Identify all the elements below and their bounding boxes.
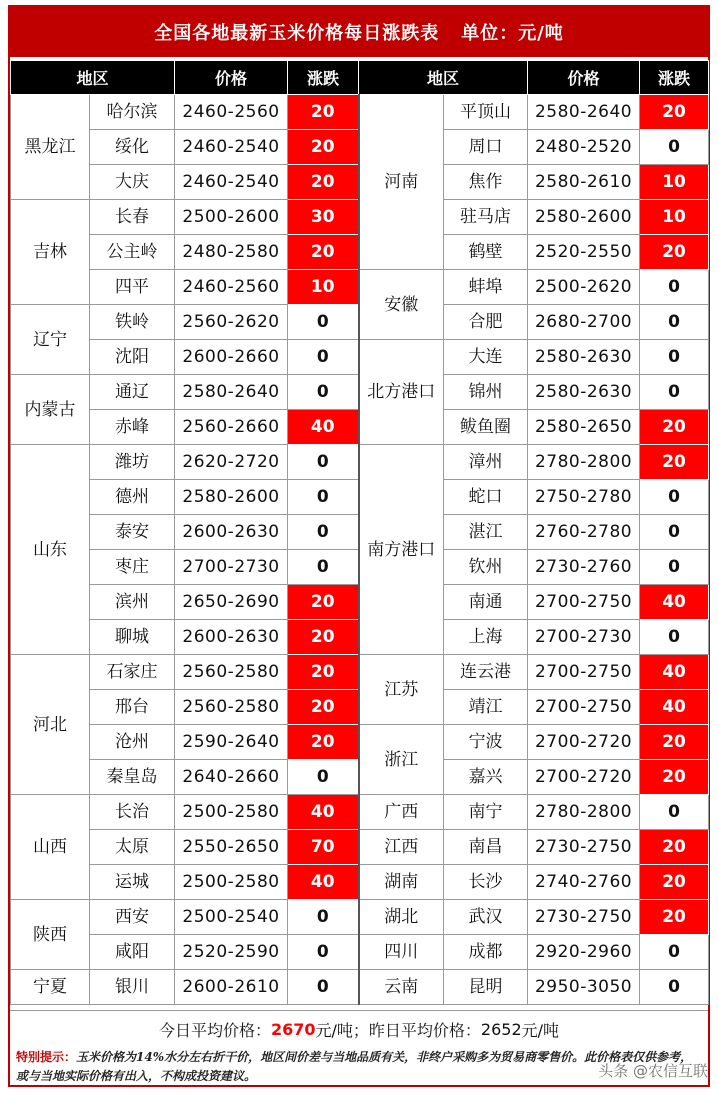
right-region-cell: 云南 [359, 970, 444, 1005]
change-cell: 0 [640, 620, 709, 655]
change-cell: 20 [640, 760, 709, 795]
price-cell: 2480-2520 [528, 130, 640, 165]
note-label: 特别提示： [16, 1050, 77, 1064]
price-cell: 2580-2650 [528, 410, 640, 445]
city-cell: 南宁 [444, 795, 528, 830]
city-cell: 鹤壁 [444, 235, 528, 270]
price-cell: 2460-2540 [175, 130, 288, 165]
city-cell: 蛇口 [444, 480, 528, 515]
price-cell: 2600-2630 [175, 515, 288, 550]
average-price-line [10, 1010, 708, 1047]
header-region-right: 地区 [359, 61, 528, 95]
price-cell: 2700-2750 [528, 585, 640, 620]
unit-label: 单位：元/吨 [461, 23, 564, 44]
right-region-cell: 湖南 [359, 865, 444, 900]
change-cell: 10 [288, 270, 359, 305]
price-cell: 2500-2580 [175, 865, 288, 900]
price-cell: 2560-2580 [175, 690, 288, 725]
header-price-left: 价格 [175, 61, 288, 95]
table-title-bar [10, 7, 708, 57]
change-cell: 20 [288, 165, 359, 200]
price-cell: 2580-2610 [528, 165, 640, 200]
change-cell: 20 [640, 725, 709, 760]
table-row [11, 270, 709, 305]
change-cell: 20 [288, 235, 359, 270]
city-cell: 蚌埠 [444, 270, 528, 305]
city-cell: 西安 [90, 900, 175, 935]
price-cell: 2700-2720 [528, 725, 640, 760]
header-region-left: 地区 [11, 61, 175, 95]
city-cell: 南昌 [444, 830, 528, 865]
price-cell: 2580-2600 [528, 200, 640, 235]
header-price-right: 价格 [528, 61, 640, 95]
change-cell: 10 [640, 165, 709, 200]
table-row [11, 935, 709, 970]
right-region-cell: 江西 [359, 830, 444, 865]
left-region-cell: 辽宁 [11, 305, 90, 375]
table-header-row [11, 61, 709, 95]
city-cell: 枣庄 [90, 550, 175, 585]
today-avg-value: 2670 [270, 1019, 316, 1039]
right-region-cell: 河南 [359, 95, 444, 270]
change-cell: 20 [640, 235, 709, 270]
price-cell: 2460-2560 [175, 270, 288, 305]
city-cell: 公主岭 [90, 235, 175, 270]
change-cell: 0 [288, 445, 359, 480]
price-cell: 2580-2630 [528, 375, 640, 410]
table-row [11, 970, 709, 1005]
table-row [11, 795, 709, 830]
price-cell: 2500-2620 [528, 270, 640, 305]
table-row [11, 725, 709, 760]
table-row [11, 340, 709, 375]
watermark: 头条 @农信互联 [598, 1062, 708, 1080]
city-cell: 锦州 [444, 375, 528, 410]
right-region-cell: 江苏 [359, 655, 444, 725]
table-row [11, 830, 709, 865]
city-cell: 连云港 [444, 655, 528, 690]
change-cell: 0 [288, 760, 359, 795]
left-region-cell: 黑龙江 [11, 95, 90, 200]
price-cell: 2640-2660 [175, 760, 288, 795]
price-cell: 2730-2750 [528, 900, 640, 935]
price-cell: 2580-2640 [175, 375, 288, 410]
price-cell: 2700-2720 [528, 760, 640, 795]
change-cell: 0 [288, 550, 359, 585]
city-cell: 长沙 [444, 865, 528, 900]
city-cell: 石家庄 [90, 655, 175, 690]
change-cell: 20 [288, 620, 359, 655]
price-cell: 2580-2630 [528, 340, 640, 375]
price-cell: 2600-2610 [175, 970, 288, 1005]
change-cell: 20 [640, 445, 709, 480]
change-cell: 20 [640, 900, 709, 935]
change-cell: 20 [640, 410, 709, 445]
change-cell: 0 [288, 970, 359, 1005]
city-cell: 成都 [444, 935, 528, 970]
city-cell: 沈阳 [90, 340, 175, 375]
table-row [11, 655, 709, 690]
city-cell: 铁岭 [90, 305, 175, 340]
price-cell: 2460-2560 [175, 95, 288, 130]
left-region-cell: 陕西 [11, 900, 90, 970]
change-cell: 0 [640, 795, 709, 830]
city-cell: 钦州 [444, 550, 528, 585]
price-cell: 2500-2580 [175, 795, 288, 830]
price-cell: 2600-2660 [175, 340, 288, 375]
change-cell: 0 [288, 305, 359, 340]
price-cell: 2500-2540 [175, 900, 288, 935]
change-cell: 20 [288, 585, 359, 620]
change-cell: 0 [288, 375, 359, 410]
city-cell: 秦皇岛 [90, 760, 175, 795]
change-cell: 40 [640, 655, 709, 690]
change-cell: 20 [288, 130, 359, 165]
city-cell: 宁波 [444, 725, 528, 760]
city-cell: 聊城 [90, 620, 175, 655]
price-cell: 2520-2550 [528, 235, 640, 270]
city-cell: 鲅鱼圈 [444, 410, 528, 445]
change-cell: 40 [640, 585, 709, 620]
price-cell: 2950-3050 [528, 970, 640, 1005]
change-cell: 0 [640, 515, 709, 550]
note-text: 玉米价格为14%水分左右折干价，地区间价差与当地品质有关，非终户采购多为贸易商零售价。此价格表仅供参考，或与当地实际价格有出入，不构成投资建议。 [16, 1050, 693, 1083]
city-cell: 上海 [444, 620, 528, 655]
right-region-cell: 四川 [359, 935, 444, 970]
change-cell: 20 [288, 655, 359, 690]
city-cell: 平顶山 [444, 95, 528, 130]
city-cell: 靖江 [444, 690, 528, 725]
change-cell: 0 [288, 340, 359, 375]
city-cell: 南通 [444, 585, 528, 620]
price-cell: 2560-2580 [175, 655, 288, 690]
city-cell: 焦作 [444, 165, 528, 200]
price-cell: 2480-2580 [175, 235, 288, 270]
change-cell: 20 [288, 725, 359, 760]
change-cell: 20 [640, 95, 709, 130]
city-cell: 哈尔滨 [90, 95, 175, 130]
change-cell: 40 [288, 865, 359, 900]
change-cell: 0 [640, 550, 709, 585]
table-row [11, 95, 709, 130]
city-cell: 潍坊 [90, 445, 175, 480]
table-row [11, 865, 709, 900]
price-cell: 2560-2620 [175, 305, 288, 340]
left-region-cell: 内蒙古 [11, 375, 90, 445]
city-cell: 湛江 [444, 515, 528, 550]
change-cell: 20 [288, 690, 359, 725]
price-cell: 2680-2700 [528, 305, 640, 340]
price-cell: 2730-2760 [528, 550, 640, 585]
city-cell: 长治 [90, 795, 175, 830]
city-cell: 昆明 [444, 970, 528, 1005]
price-cell: 2700-2730 [528, 620, 640, 655]
table-body [11, 95, 709, 1005]
city-cell: 沧州 [90, 725, 175, 760]
price-cell: 2740-2760 [528, 865, 640, 900]
change-cell: 30 [288, 200, 359, 235]
city-cell: 合肥 [444, 305, 528, 340]
price-cell: 2700-2750 [528, 655, 640, 690]
city-cell: 通辽 [90, 375, 175, 410]
price-cell: 2700-2730 [175, 550, 288, 585]
city-cell: 四平 [90, 270, 175, 305]
city-cell: 邢台 [90, 690, 175, 725]
city-cell: 太原 [90, 830, 175, 865]
price-cell: 2600-2630 [175, 620, 288, 655]
city-cell: 运城 [90, 865, 175, 900]
city-cell: 周口 [444, 130, 528, 165]
city-cell: 银川 [90, 970, 175, 1005]
change-cell: 70 [288, 830, 359, 865]
table-row [11, 445, 709, 480]
yesterday-avg-suffix: 元/吨 [521, 1020, 560, 1040]
city-cell: 嘉兴 [444, 760, 528, 795]
change-cell: 0 [640, 375, 709, 410]
city-cell: 驻马店 [444, 200, 528, 235]
price-cell: 2580-2640 [528, 95, 640, 130]
city-cell: 泰安 [90, 515, 175, 550]
city-cell: 大连 [444, 340, 528, 375]
city-cell: 大庆 [90, 165, 175, 200]
table-row [11, 900, 709, 935]
table-title: 全国各地最新玉米价格每日涨跌表 [154, 23, 440, 44]
left-region-cell: 吉林 [11, 200, 90, 305]
left-region-cell: 河北 [11, 655, 90, 795]
price-table-card [8, 5, 710, 1087]
right-region-cell: 浙江 [359, 725, 444, 795]
yesterday-avg-value: 2652 [480, 1019, 522, 1039]
price-cell: 2460-2540 [175, 165, 288, 200]
city-cell: 绥化 [90, 130, 175, 165]
change-cell: 20 [288, 95, 359, 130]
right-region-cell: 湖北 [359, 900, 444, 935]
price-table [10, 60, 709, 1005]
price-cell: 2920-2960 [528, 935, 640, 970]
price-cell: 2550-2650 [175, 830, 288, 865]
left-region-cell: 山西 [11, 795, 90, 900]
price-cell: 2750-2780 [528, 480, 640, 515]
change-cell: 40 [640, 690, 709, 725]
change-cell: 0 [288, 515, 359, 550]
header-change-right: 涨跌 [640, 61, 709, 95]
price-cell: 2500-2600 [175, 200, 288, 235]
change-cell: 0 [640, 340, 709, 375]
left-region-cell: 宁夏 [11, 970, 90, 1005]
price-cell: 2760-2780 [528, 515, 640, 550]
change-cell: 0 [640, 935, 709, 970]
header-change-left: 涨跌 [288, 61, 359, 95]
city-cell: 长春 [90, 200, 175, 235]
change-cell: 10 [640, 200, 709, 235]
price-cell: 2700-2750 [528, 690, 640, 725]
right-region-cell: 广西 [359, 795, 444, 830]
change-cell: 0 [640, 130, 709, 165]
right-region-cell: 南方港口 [359, 445, 444, 655]
price-cell: 2560-2660 [175, 410, 288, 445]
price-cell: 2520-2590 [175, 935, 288, 970]
price-cell: 2780-2800 [528, 795, 640, 830]
change-cell: 0 [288, 900, 359, 935]
price-cell: 2590-2640 [175, 725, 288, 760]
right-region-cell: 安徽 [359, 270, 444, 340]
change-cell: 0 [640, 970, 709, 1005]
change-cell: 20 [640, 865, 709, 900]
city-cell: 咸阳 [90, 935, 175, 970]
change-cell: 40 [288, 795, 359, 830]
change-cell: 0 [288, 935, 359, 970]
price-cell: 2650-2690 [175, 585, 288, 620]
city-cell: 德州 [90, 480, 175, 515]
yesterday-avg-label: 昨日平均价格： [368, 1020, 481, 1040]
price-cell: 2730-2750 [528, 830, 640, 865]
right-region-cell: 北方港口 [359, 340, 444, 445]
city-cell: 滨州 [90, 585, 175, 620]
price-cell: 2780-2800 [528, 445, 640, 480]
price-cell: 2620-2720 [175, 445, 288, 480]
today-avg-label: 今日平均价格： [158, 1020, 271, 1040]
left-region-cell: 山东 [11, 445, 90, 655]
change-cell: 0 [640, 270, 709, 305]
price-cell: 2580-2600 [175, 480, 288, 515]
change-cell: 0 [640, 305, 709, 340]
change-cell: 40 [288, 410, 359, 445]
city-cell: 武汉 [444, 900, 528, 935]
change-cell: 0 [640, 480, 709, 515]
change-cell: 0 [288, 480, 359, 515]
change-cell: 20 [640, 830, 709, 865]
city-cell: 赤峰 [90, 410, 175, 445]
city-cell: 漳州 [444, 445, 528, 480]
today-avg-suffix: 元/吨； [315, 1020, 369, 1040]
